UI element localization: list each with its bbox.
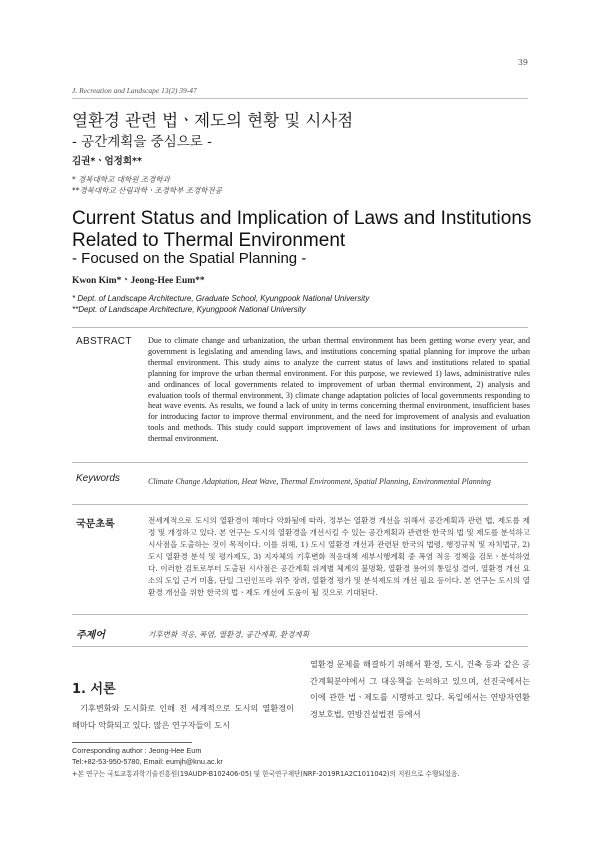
keywords-label: Keywords bbox=[76, 473, 120, 484]
section-title-introduction: 1. 서론 bbox=[72, 682, 116, 697]
korean-title: 열환경 관련 법ㆍ제도의 현황 및 시사점 bbox=[72, 111, 354, 130]
english-affiliation-2: **Dept. of Landscape Architecture, Kyungpook National University bbox=[72, 305, 306, 314]
korean-keywords-text: 기후변화 적응, 폭염, 열환경, 공간계획, 환경계획 bbox=[148, 630, 310, 639]
corresponding-author: Corresponding author : Jeong-Hee Eum bbox=[72, 746, 202, 755]
body-right-column: 열환경 문제를 해결하기 위해서 환경, 도시, 건축 등과 같은 공간계획분야에서 그 대응책을 논의하고 있으며, 선진국에서는 이에 관한 법ㆍ제도를 시행하고 있다. 독일에서는 연방자연환경보호법, 연방건설법전 등에서 bbox=[310, 659, 530, 719]
footnote-rule bbox=[72, 742, 192, 743]
english-authors: Kwon Kim*ㆍJeong-Hee Eum** bbox=[72, 276, 205, 286]
abstract-label: ABSTRACT bbox=[76, 336, 132, 347]
abstract-top-rule bbox=[72, 327, 528, 328]
english-subtitle: - Focused on the Spatial Planning - bbox=[72, 250, 307, 267]
korean-keywords-label: 주제어 bbox=[76, 630, 105, 641]
abstract-bottom-rule bbox=[72, 462, 528, 463]
keywords-rule bbox=[72, 504, 528, 505]
keywords-text: Climate Change Adaptation, Heat Wave, Thermal Environment, Spatial Planning, Environmental Planning bbox=[148, 477, 491, 486]
author-contact: Tel:+82-53-950-5780, Email: eumjh@knu.ac.kr bbox=[72, 757, 223, 766]
funding-note: +본 연구는 국토교통과학기술진흥원(19AUDP-B102406-05) 및 한국연구재단(NRF-2019R1A2C1011042)의 지원으로 수행되었음. bbox=[72, 770, 460, 778]
korean-keywords-rule bbox=[72, 646, 528, 647]
page-number: 39 bbox=[517, 58, 528, 67]
header-rule bbox=[72, 98, 528, 99]
english-title: Current Status and Implication of Laws and Institutions Related to Thermal Environment bbox=[72, 208, 532, 251]
korean-affiliation-1: * 경북대학교 대학원 조경학과 bbox=[72, 175, 170, 184]
korean-abstract-label: 국문초록 bbox=[76, 519, 115, 530]
korean-affiliation-2: **경북대학교 산림과학ㆍ조경학부 조경학전공 bbox=[72, 186, 222, 195]
abstract-text: Due to climate change and urbanization, the urban thermal environment has been getting worse every year, and government is legislating and amending laws, and institutions concerning spatial planning for improve the urban thermal environment. This study aims to analyze the current status of laws and institutions related to spatial planning for improve the urban thermal environment. For this purpose, we reviewed 1) laws, administrative rules and ordinances of local governments related to improvement of urban thermal environment, 2) analysis and evaluation tools of thermal environment, 3) climate change adaptation policies of local governments responding to heat wave events. As results, we found a lack of unity in terms concerning thermal environment, insufficient bases for introducing factor to improve thermal environment, and the need for improvement of analysis and evaluation tools and methods. This study could support improvement of laws and institutions for improvement of urban thermal environment. bbox=[148, 336, 530, 444]
body-left-column: 기후변화와 도시화로 인해 전 세계적으로 도시의 열환경이 해마다 악화되고 있다. 많은 연구자들이 도시 bbox=[72, 703, 294, 730]
english-affiliation-1: * Dept. of Landscape Architecture, Graduate School, Kyungpook National University bbox=[72, 294, 370, 303]
journal-citation: J. Recreation and Landscape 13(2) 39-47 bbox=[72, 86, 197, 95]
korean-abstract-text: 전세계적으로 도시의 열환경이 해마다 악화됨에 따라, 정부는 열환경 개선을 위해서 공간계획과 관련 법, 제도를 제정 및 개정하고 있다. 본 연구는 도시의 열환경을 개선시킬 수 있는 공간계획과 관련한 한국의 법 및 제도를 분석하고 시사점을 도출하는 것이 목적이다. 이를 위해, 1) 도시 열환경 개선과 관련된 한국의 법령, 행정규칙 및 자치법규, 2) 도시 열환경 분석 및 평가제도, 3) 지자체의 기후변화 적응대책 세부시행계획 중 폭염 적응 정책을 검토ㆍ분석하였다. 이러한 검토로부터 도출된 시사점은 공간계획 위계별 체계의 불명확, 열환경 용어의 통일성 결여, 열환경 개선 요소의 도입 근거 미흡, 단일 그린인프라 위주 장려, 열환경 평가 및 분석제도의 개선 필요 등이다. 본 연구는 도시의 열환경 개선을 위한 한국의 법ㆍ제도 개선에 도움이 될 것으로 기대된다. bbox=[148, 516, 530, 597]
korean-abstract-rule bbox=[72, 614, 528, 615]
korean-authors: 김권*ㆍ엄정희** bbox=[72, 156, 142, 167]
korean-subtitle: - 공간계획을 중심으로 - bbox=[72, 134, 212, 150]
